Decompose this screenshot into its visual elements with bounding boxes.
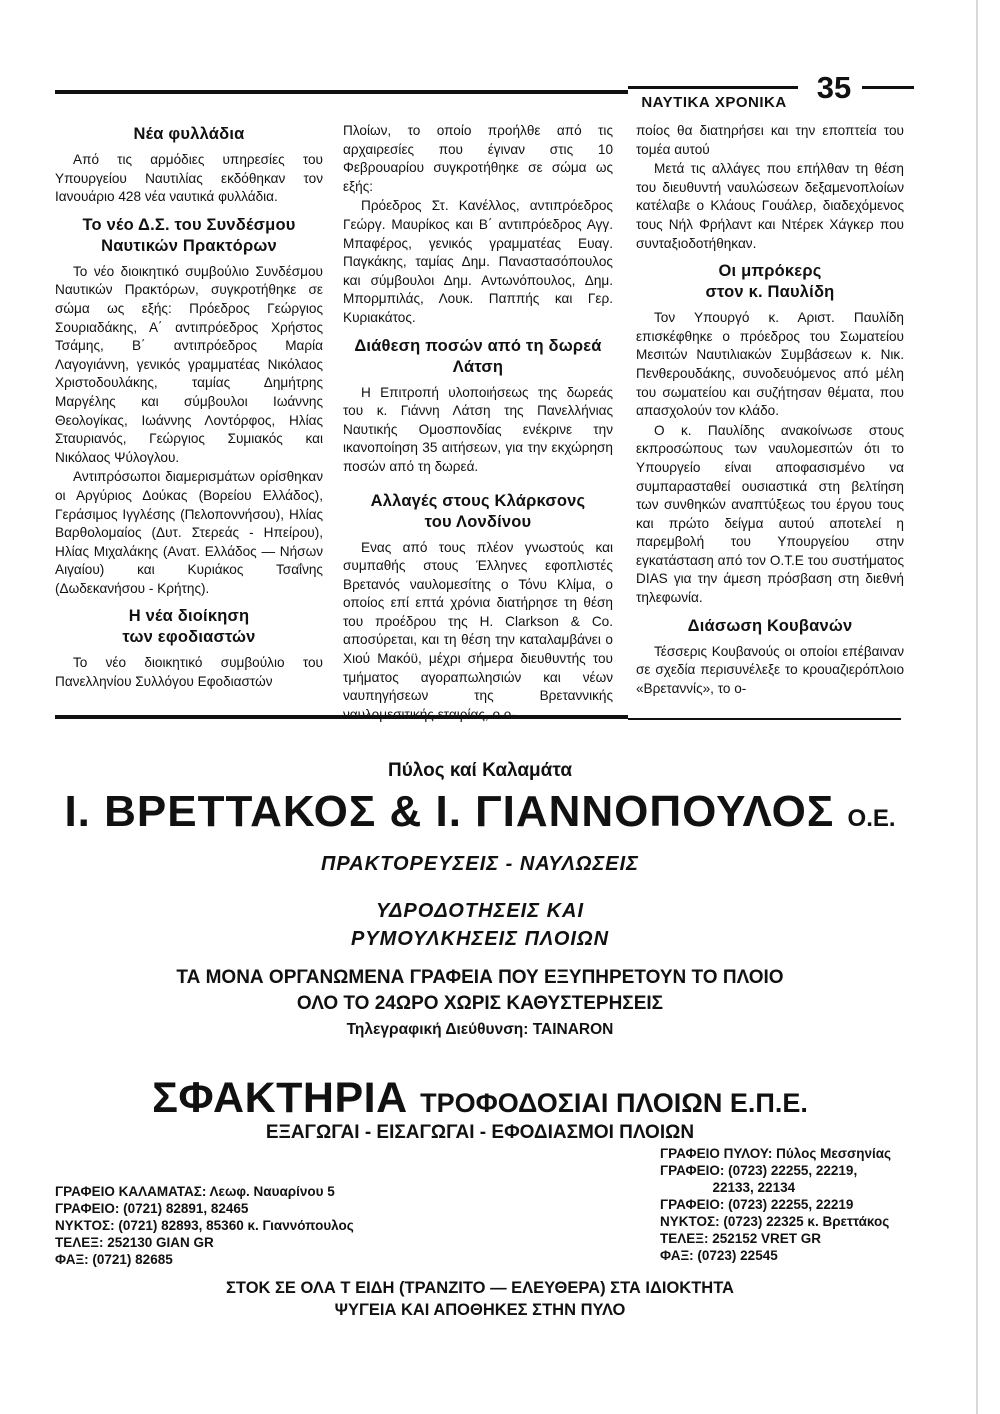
ad-city: Πύλος καί Καλαμάτα [388,760,572,781]
ad-telegraph-address: Τηλεγραφική Διεύθυνση: TAINARON [346,1021,614,1038]
paragraph: Το νέο διοικητικό συμβούλιο Συνδέσμου Ναυτικών Πρακτόρων, συγκροτήθηκε σε σώμα ως εξής: Πρόεδρος Γεώργιος Σουριαδάκης, Α΄ αντιπρόεδρος Χρήστος Τσάμης, Β΄ αντιπρόεδρος Μαρία Λαγογιάννη, γενικός γραμματέας Νικόλαος Χριστοδουλάκης, ταμίας Δημήτρης Μαργέλης και σύμβουλοι Ιωάννης Θεολογίκας, Ιωάννης Λοντόρφος, Ηλίας Σταυριανός, Γεώργιος Συμιακός και Νικόλαος Ψύλογλου. [55,263,323,465]
header-rule [628,86,798,89]
ad-stock-line: ΣΤΟΚ ΣΕ ΟΛΑ Τ ΕΙΔΗ (ΤΡΑΝΖΙΤΟ — ΕΛΕΥΘΕΡΑ) ΣΤΑ ΙΔΙΟΚΤΗΤΑ [226,1279,734,1297]
headline-cubans: Διάσωση Κουβανών [687,616,853,635]
pylos-office-contacts: ΓΡΑΦΕΙΟ ΠΥΛΟΥ: Πύλος Μεσσηνίας ΓΡΑΦΕΙΟ: (0723) 22255, 22219, 22133, 22134 ΓΡΑΦΕΙΟ: (0723) 22255, 22219 ΝΥΚΤΟΣ: (0723) 22325 κ. Βρεττάκος ΤΕΛΕΞ: 252152 VRET GR ΦΑΞ: (0723) 22545 [660,1146,892,1263]
article-column-1 [55,118,323,693]
paragraph: Από τις αρμόδιες υπηρεσίες του Υπουργείου Ναυτιλίας εκδόθηκαν τον Ιανουάριο 428 νέα ναυτικά φυλλάδια. [55,152,323,205]
headline-donation: Διάθεση ποσών από τη δωρεά Λάτση [354,336,602,376]
kalamata-office-contacts: ΓΡΑΦΕΙΟ ΚΑΛΑΜΑΤΑΣ: Λεωφ. Ναυαρίνου 5 ΓΡΑΦΕΙΟ: (0721) 82891, 82465 ΝΥΚΤΟΣ: (0721) 82893, 85360 κ. Γιαννόπουλος ΤΕΛΕΞ: 252130 GIAN GR ΦΑΞ: (0721) 82685 [55,1184,354,1267]
paragraph: Αντιπρόσωποι διαμερισμάτων ορίσθηκαν οι Αργύριος Δούκας (Βορείου Ελλάδος), Γεράσιμος Ιγγλέσης (Πελοποννήσου), Ηλίας Βαρθολομαίος (Δυτ. Στερεάς - Ηπείρου), Ηλίας Μιχαλάκης (Ανατ. Ελλάδος — Νήσων Αιγαίου) και Κυριάκος Τσαΐνης (Δωδεκανήσου - Κρήτης). [55,469,323,596]
article-column-2 [343,122,613,725]
paragraph: Μετά τις αλλάγες που επήλθαν τη θέση του διευθυντή ναυλώσεων δεξαμενοπλοίων κατέλαβε ο Κλάους Γουάλερ, διαδεχόμενος τους Νήλ Φρήλαντ και Ντέρεκ Χάγκερ που συνταξιοδοτήθηκαν. [636,161,904,251]
paragraph: ποίος θα διατηρήσει και την εποπτεία του τομέα αυτού [636,123,904,157]
ad-towing-services: ΡΥΜΟΥΛΚΗΣΕΙΣ ΠΛΟΙΩΝ [350,928,610,950]
paragraph: Πλοίων, το οποίο προήλθε από τις αρχαιρεσίες που έγιναν στις 10 Φεβρουαρίου συγκροτήθηκε σε σώμα ως εξής: [343,123,613,194]
ad-stock-line: ΨΥΓΕΙΑ ΚΑΙ ΑΠΟΘΗΚΕΣ ΣΤΗΝ ΠΥΛΟ [334,1301,626,1319]
headline-brokers: Οι μπρόκερς στον κ. Παυλίδη [705,262,835,302]
headline-board: Το νέο Δ.Σ. του Συνδέσμου Ναυτικών Πρακτόρων [82,215,296,255]
section-rule [628,718,901,720]
header-rule [55,90,628,94]
paragraph: Ενας από τους πλέον γνωστούς και συμπαθής στους Έλληνες εφοπλιστές Βρετανός ναυλομεσίτης ο Τόνυ Κλίμα, ο οποίος επί επτά χρόνια διατήρησε τη θέση του προέδρου της Η. Clarkson & Co. αποσύρεται, και τη θέση την καταλαμβάνει ο Χιού Μακόϋ, μέχρι σήμερα διευθυντής του τμήματος αγοραπωλησιών και νέων ναυπηγήσεων της Βρεταννικής [343,539,613,704]
paragraph: Το νέο διοικητικό συμβούλιο του Πανελληνίου Συλλόγου Εφοδιαστών [55,655,323,690]
ad-supplies-company: ΣΦΑΚΤΗΡΙΑ ΤΡΟΦΟΔΟΣΙΑΙ ΠΛΟΙΩΝ Ε.Π.Ε. [152,1074,808,1122]
paragraph: Ο κ. Παυλίδης ανακοίνωσε στους εκπροσώπους των ναυλομεσιτών ότι το Υπουργείο είναι αποφασισμένο να συμπαρασταθεί ουσιαστικά στη βελτίηση των συνθηκών αναπτύξεως του έργου τους και πρώτο δείγμα αυτού αποτελεί η παρεμβολή του Υπουργείου στην εγκατάσταση από τον Ο.Τ.Ε του συστήματος DIAS για την άμεση πρόσβαση στη διεθνή τηλεφωνία. [636,422,904,606]
headline-clarksons: Αλλαγές στους Κλάρκσονς του Λονδίνου [370,491,586,531]
section-rule [55,715,628,719]
page-number: 35 [816,70,852,105]
article-column-3 [636,122,904,699]
paragraph: Τον Υπουργό κ. Αριστ. Παυλίδη επισκέφθηκε ο πρόεδρος του Σωματείου Μεσιτών Ναυτιλιακών Συμβάσεων κ. Νικ. Πενθερουδάκης, συνοδευόμενος από μέλη του σωματείου και συζήτησαν θέματα, που απασχολούν τον κλάδο. [636,310,904,419]
paragraph: Τέσσερις Κουβανούς οι οποίοι επέβαιναν σε σχεδία περισυνέλεξε το κρουαζιερόπλοιο «Βρεταννίς», το ο- [636,643,904,696]
header-rule [862,86,914,89]
ad-brokerage: ΠΡΑΚΤΟΡΕΥΣΕΙΣ - ΝΑΥΛΩΣΕΙΣ [321,853,639,875]
publication-title: ΝΑΥΤΙΚΑ ΧΡΟΝΙΚΑ [641,94,787,111]
headline-leaflets: Νέα φυλλάδια [133,125,245,143]
headline-admin: Η νέα διοίκηση των εφοδιαστών [122,607,256,647]
ad-water-services: ΥΔΡΟΔΟΤΗΣΕΙΣ ΚΑΙ [375,900,585,922]
ad-company-name: Ι. ΒΡΕΤΤΑΚΟΣ & Ι. ΓΙΑΝΝΟΠΟΥΛΟΣ Ο.Ε. [64,787,896,836]
ad-trade-line: ΕΞΑΓΩΓΑΙ - ΕΙΣΑΓΩΓΑΙ - ΕΦΟΔΙΑΣΜΟΙ ΠΛΟΙΩΝ [265,1122,695,1143]
page-edge [976,0,978,1414]
paragraph: Η Επιτροπή υλοποιήσεως της δωρεάς του κ. Γιάννη Λάτση της Πανελλήνιας Ναυτικής Ομοσπονδίας ενέκρινε την ικανοποίηση 35 αιτήσεων, για την εκχώρηση ποσών από τη δωρεά. [343,384,613,474]
ad-offices-line: ΟΛΟ ΤΟ 24ΩΡΟ ΧΩΡΙΣ ΚΑΘΥΣΤΕΡΗΣΕΙΣ [296,993,664,1014]
ad-offices-line: ΤΑ ΜΟΝΑ ΟΡΓΑΝΩΜΕΝΑ ΓΡΑΦΕΙΑ ΠΟΥ ΕΞΥΠΗΡΕΤΟΥΝ ΤΟ ΠΛΟΙΟ [176,967,784,988]
paragraph: Πρόεδρος Στ. Κανέλλος, αντιπρόεδρος Γεώργ. Μαυρίκος και Β΄ αντιπρόεδρος Αγγ. Μπαφέρος, γενικός γραμματέας Ευαγ. Παγκάκης, ταμίας Δημ. Παναστασόπουλος και σύμβουλοι Δημ. Αντωνόπουλος, Δημ. Μπορμπιλάς, Λουκ. Παππής και Γερ. Κυριακάτος. [343,198,613,325]
